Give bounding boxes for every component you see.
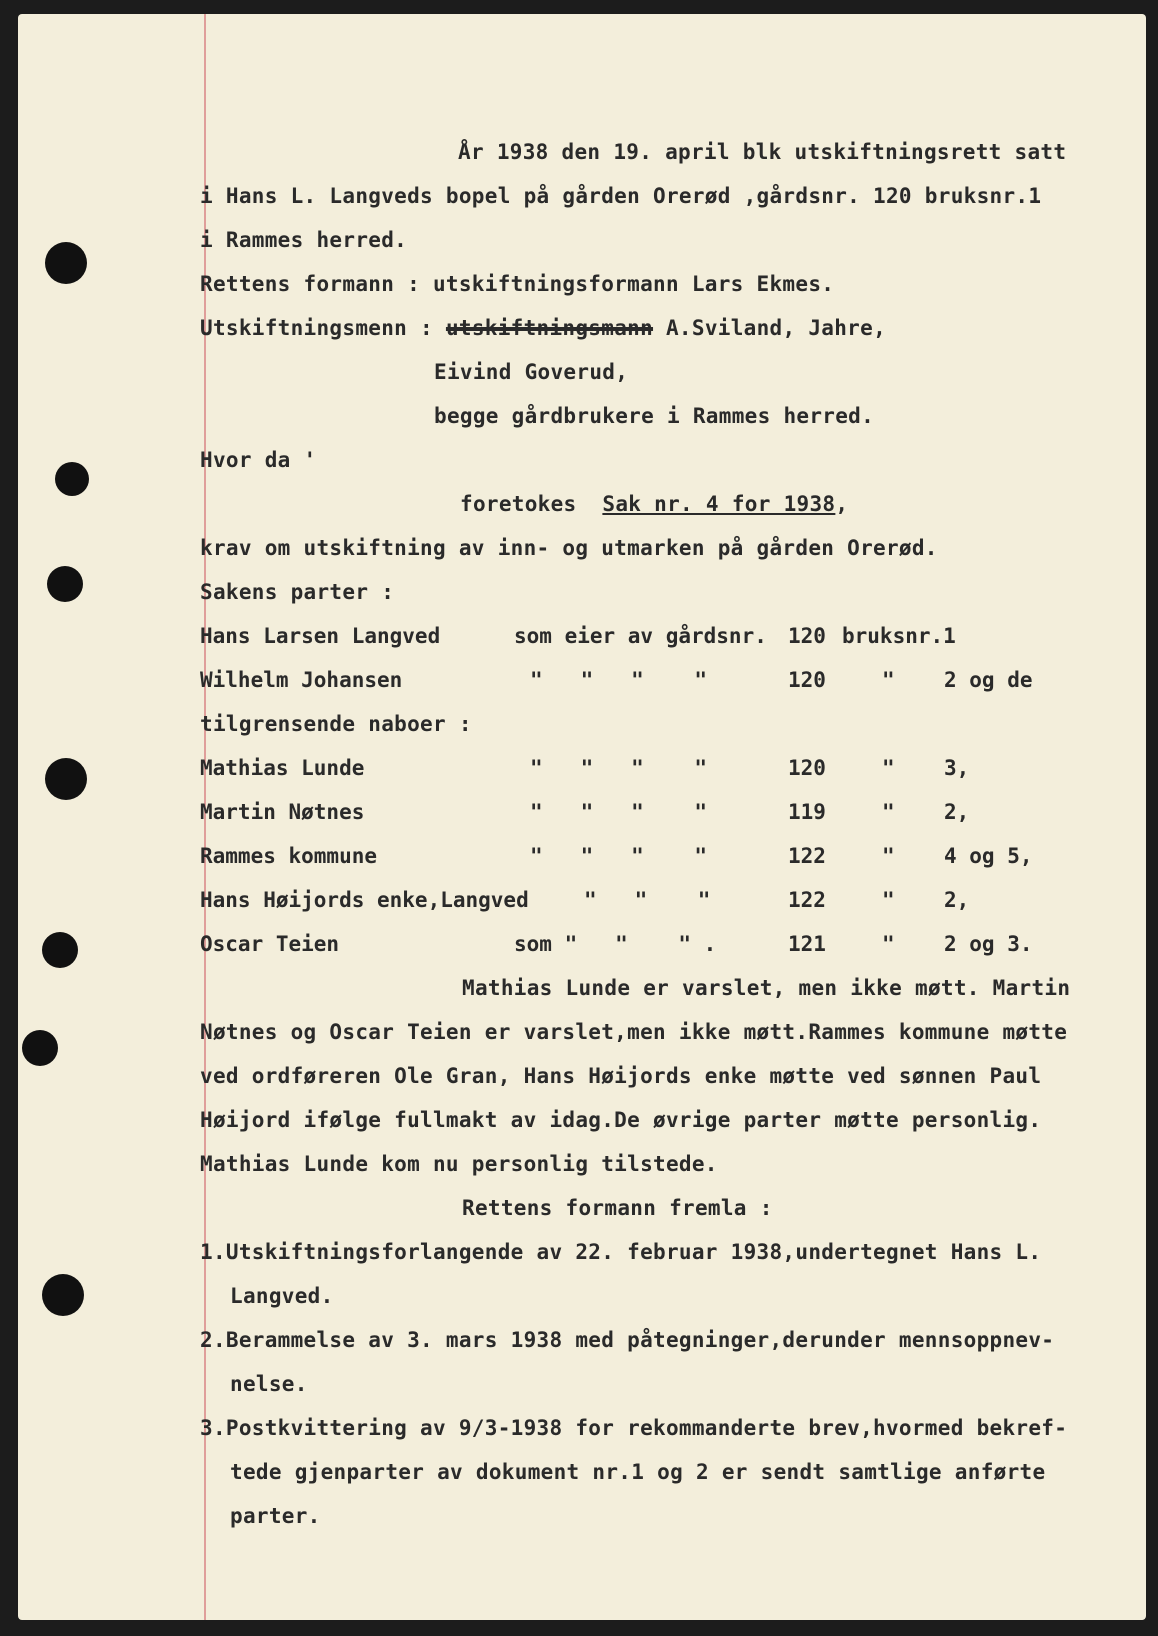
text-line: Hvor da ' — [200, 448, 317, 472]
party-gnr: 120 — [788, 668, 826, 692]
punch-hole — [45, 758, 87, 800]
party-name: Hans Høijords enke,Langved — [200, 888, 529, 912]
text-line: Eivind Goverud, — [434, 360, 629, 384]
text-line: begge gårdbrukere i Rammes herred. — [434, 404, 875, 428]
party-relation: " " " " — [530, 756, 708, 780]
party-gnr: 119 — [788, 800, 826, 824]
party-relation: som " " " . — [514, 932, 717, 956]
party-name: Oscar Teien — [200, 932, 340, 956]
party-bnr: 2 og 3. — [944, 932, 1033, 956]
text: A.Sviland, Jahre, — [665, 316, 887, 340]
party-bnr-label: " — [882, 756, 895, 780]
text-line: i Hans L. Langveds bopel på gården Orerød ,gårdsnr. 120 bruksnr.1 — [200, 184, 1042, 208]
text-line: ved ordføreren Ole Gran, Hans Høijords enke møtte ved sønnen Paul — [200, 1064, 1042, 1088]
party-gnr: 122 — [788, 844, 826, 868]
text-line: Nøtnes og Oscar Teien er varslet,men ikke møtt.Rammes kommune møtte — [200, 1020, 1068, 1044]
text-line: Høijord ifølge fullmakt av idag.De øvrige parter møtte personlig. — [200, 1108, 1042, 1132]
document-page — [18, 14, 1146, 1620]
party-bnr: 2, — [944, 888, 970, 912]
text-line: Rettens formann : utskiftningsformann Lars Ekmes. — [200, 272, 835, 296]
text-line: Rettens formann fremla : — [462, 1196, 773, 1220]
party-name: Rammes kommune — [200, 844, 378, 868]
party-relation: " " " — [584, 888, 711, 912]
party-relation: " " " " — [530, 844, 708, 868]
list-item-continued: parter. — [230, 1504, 321, 1528]
party-bnr: 4 og 5, — [944, 844, 1033, 868]
party-bnr-label: " — [882, 800, 895, 824]
list-item: 2.Berammelse av 3. mars 1938 med påtegninger,derunder mennsoppnev- — [200, 1328, 1055, 1352]
text-line: krav om utskiftning av inn- og utmarken på gården Orerød. — [200, 536, 938, 560]
struck-text: utskiftningsmann — [445, 316, 654, 340]
party-bnr: 2 og de — [944, 668, 1033, 692]
party-name: Wilhelm Johansen — [200, 668, 403, 692]
list-item: 1.Utskiftningsforlangende av 22. februar 1938,undertegnet Hans L. — [200, 1240, 1042, 1264]
party-relation: " " " " — [530, 668, 708, 692]
party-relation: som eier av gårdsnr. — [514, 624, 767, 648]
text: foretokes — [460, 492, 577, 516]
punch-hole — [42, 932, 78, 968]
party-relation: " " " " — [530, 800, 708, 824]
party-bnr: 2, — [944, 800, 970, 824]
case-number: Sak nr. 4 for 1938 — [602, 492, 836, 516]
party-bnr-label: " — [882, 668, 895, 692]
text-line: År 1938 den 19. april blk utskiftningsrett satt — [458, 140, 1067, 164]
party-gnr: 120 — [788, 756, 826, 780]
party-gnr: 122 — [788, 888, 826, 912]
punch-hole — [55, 462, 89, 496]
party-bnr-label: bruksnr.1 — [842, 624, 956, 648]
text-line: Mathias Lunde er varslet, men ikke møtt. Martin — [462, 976, 1071, 1000]
text-line: Mathias Lunde kom nu personlig tilstede. — [200, 1152, 718, 1176]
punch-hole — [45, 242, 87, 284]
party-gnr: 121 — [788, 932, 826, 956]
punch-hole — [42, 1274, 84, 1316]
list-item-continued: nelse. — [230, 1372, 308, 1396]
party-bnr-label: " — [882, 844, 895, 868]
punch-hole — [47, 566, 83, 602]
text-line: tilgrensende naboer : — [200, 712, 472, 736]
list-item-continued: tede gjenparter av dokument nr.1 og 2 er sendt samtlige anførte — [230, 1460, 1046, 1484]
label: Utskiftningsmenn : — [200, 316, 433, 340]
party-bnr: 3, — [944, 756, 970, 780]
party-bnr-label: " — [882, 932, 895, 956]
text-line — [460, 492, 848, 516]
text-line: i Rammes herred. — [200, 228, 408, 252]
punch-hole — [22, 1030, 58, 1066]
party-name: Mathias Lunde — [200, 756, 365, 780]
party-name: Hans Larsen Langved — [200, 624, 441, 648]
party-gnr: 120 — [788, 624, 826, 648]
party-bnr-label: " — [882, 888, 895, 912]
text-line — [200, 316, 886, 340]
list-item: 3.Postkvittering av 9/3-1938 for rekommanderte brev,hvormed bekref- — [200, 1416, 1068, 1440]
text: , — [835, 492, 849, 516]
list-item-continued: Langved. — [230, 1284, 334, 1308]
text-line: Sakens parter : — [200, 580, 395, 604]
party-name: Martin Nøtnes — [200, 800, 365, 824]
